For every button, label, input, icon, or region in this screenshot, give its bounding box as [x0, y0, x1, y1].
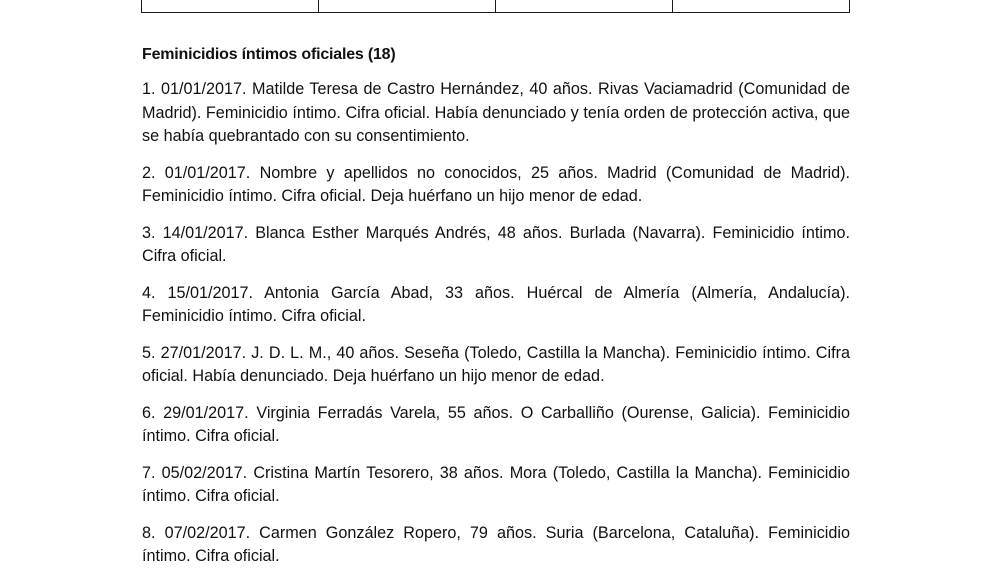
- list-item: 1. 01/01/2017. Matilde Teresa de Castro Hernández, 40 años. Rivas Vaciamadrid (Comunidad de Madrid). Feminicidio íntimo. Cifra oficial. Había denunciado y tenía orden de protección activa, que se había quebrantado con su consentimiento.: [142, 80, 850, 145]
- list-item: 7. 05/02/2017. Cristina Martín Tesorero, 38 años. Mora (Toledo, Castilla la Mancha). Feminicidio íntimo. Cifra oficial.: [142, 463, 850, 505]
- list-item: 2. 01/01/2017. Nombre y apellidos no conocidos, 25 años. Madrid (Comunidad de Madrid). Feminicidio íntimo. Cifra oficial. Deja huérfano un hijo menor de edad.: [142, 163, 850, 205]
- list-item: 6. 29/01/2017. Virginia Ferradás Varela, 55 años. O Carballiño (Ourense, Galicia). Feminicidio íntimo. Cifra oficial.: [142, 403, 850, 445]
- list-item: 3. 14/01/2017. Blanca Esther Marqués Andrés, 48 años. Burlada (Navarra). Feminicidio íntimo. Cifra oficial.: [142, 223, 850, 265]
- table-cell: [319, 0, 496, 12]
- table-fragment: [141, 0, 850, 13]
- entry-list: [142, 78, 850, 582]
- table-cell: [142, 0, 319, 12]
- list-item: 8. 07/02/2017. Carmen González Ropero, 79 años. Suria (Barcelona, Cataluña). Feminicidio íntimo. Cifra oficial.: [142, 523, 850, 565]
- table-cell: [496, 0, 673, 12]
- table-cell: [673, 0, 849, 12]
- list-item: 5. 27/01/2017. J. D. L. M., 40 años. Seseña (Toledo, Castilla la Mancha). Feminicidio íntimo. Cifra oficial. Había denunciado. Deja huérfano un hijo menor de edad.: [142, 343, 850, 385]
- section-heading: Feminicidios íntimos oficiales (18): [142, 46, 396, 63]
- list-item: 4. 15/01/2017. Antonia García Abad, 33 años. Huércal de Almería (Almería, Andalucía). Feminicidio íntimo. Cifra oficial.: [142, 283, 850, 325]
